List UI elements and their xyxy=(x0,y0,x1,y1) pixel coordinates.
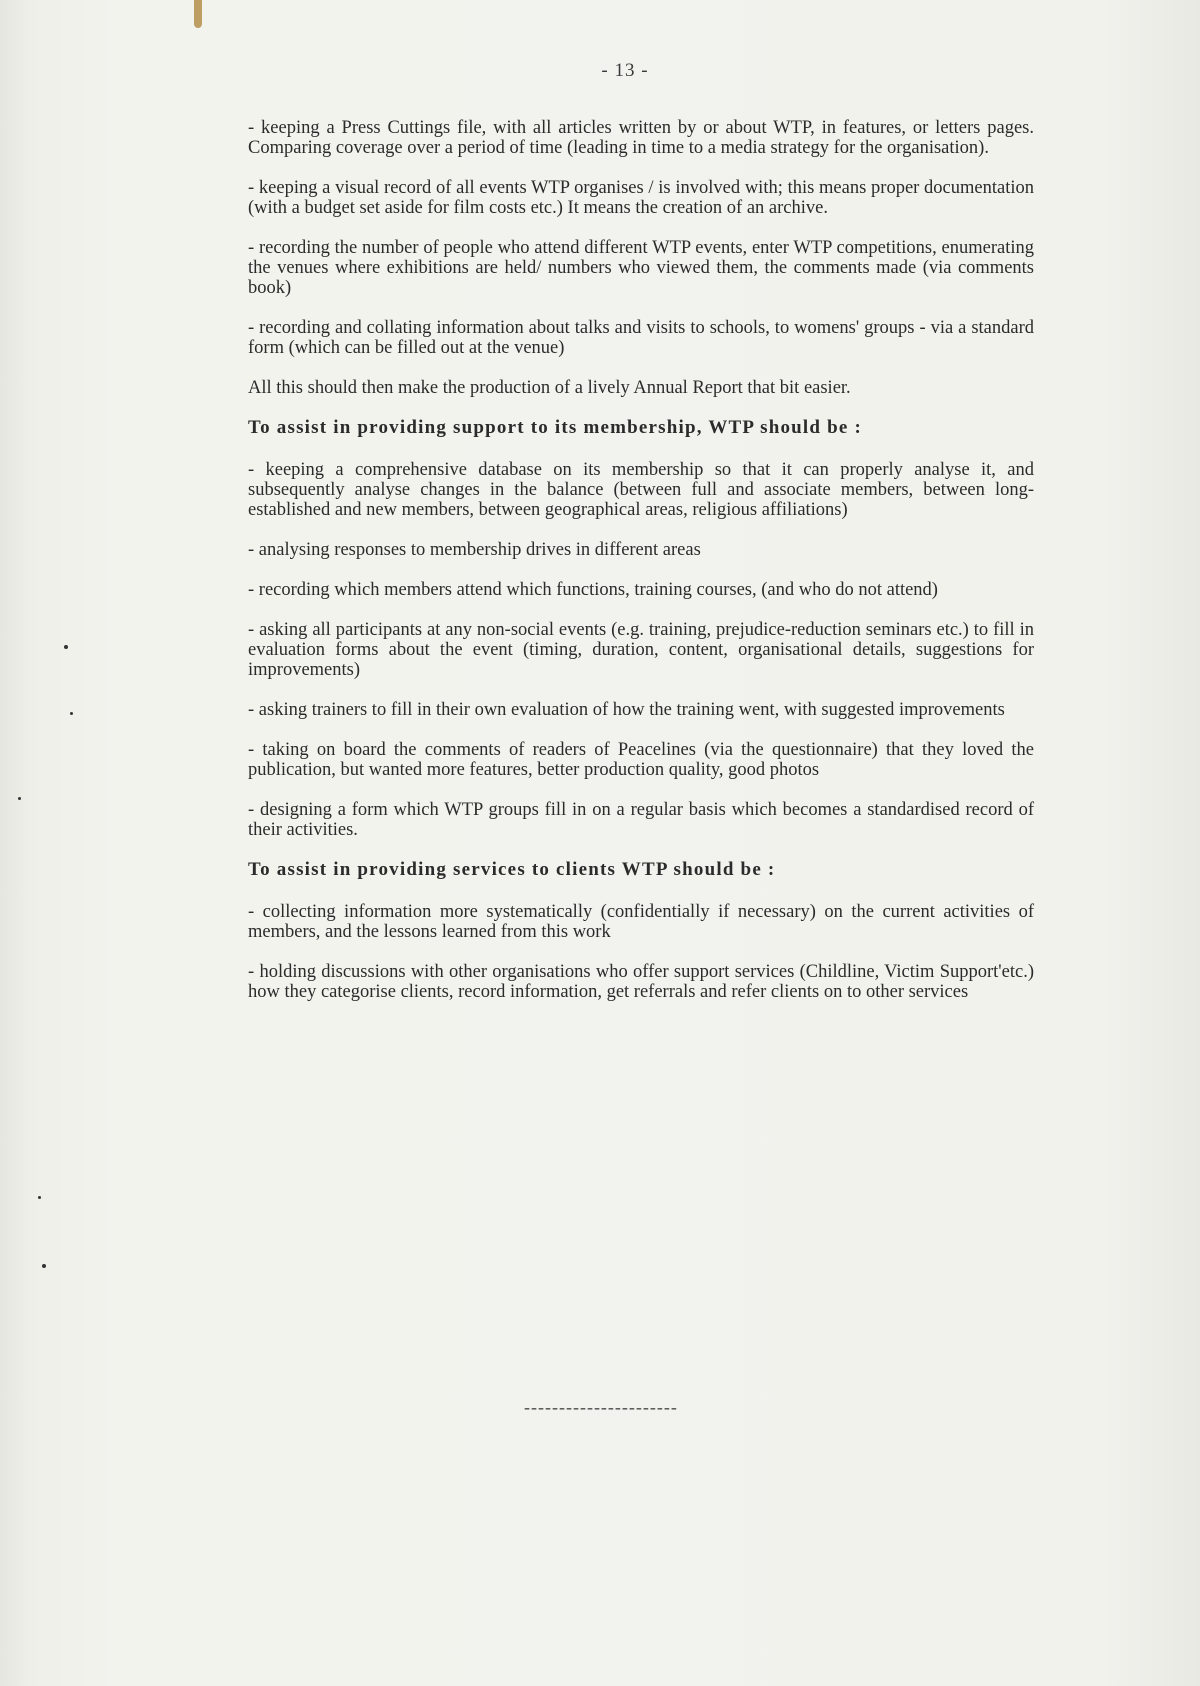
paper-mark xyxy=(194,0,202,28)
document-body xyxy=(248,118,1034,1022)
paragraph-attendance: - recording the number of people who attend different WTP events, enter WTP competitions, enumerating the venues where exhibitions are held/ numbers who viewed them, the comments made (via comments book) xyxy=(248,238,1034,298)
heading-client-services: To assist in providing services to clients WTP should be : xyxy=(248,859,776,880)
heading-membership-support: To assist in providing support to its membership, WTP should be : xyxy=(248,417,863,438)
paragraph-visual-record: - keeping a visual record of all events WTP organises / is involved with; this means proper documentation (with a budget set aside for film costs etc.) It means the creation of an archive. xyxy=(248,178,1034,218)
paper-speck xyxy=(38,1196,41,1199)
paragraph-member-attendance: - recording which members attend which functions, training courses, (and who do not attend) xyxy=(248,580,938,600)
paper-speck xyxy=(64,645,68,649)
paragraph-membership-database: - keeping a comprehensive database on its membership so that it can properly analyse it, and subsequently analyse changes in the balance (between full and associate members, between long-established and new members, between geographical areas, religious affiliations) xyxy=(248,460,1034,520)
paragraph-trainer-evaluation: - asking trainers to fill in their own evaluation of how the training went, with suggested improvements xyxy=(248,700,1005,720)
paragraph-collecting-information: - collecting information more systematically (confidentially if necessary) on the current activities of members, and the lessons learned from this work xyxy=(248,902,1034,942)
page-number: - 13 - xyxy=(601,60,649,81)
paragraph-group-form: - designing a form which WTP groups fill in on a regular basis which becomes a standardised record of their activities. xyxy=(248,800,1034,840)
paper-speck xyxy=(70,712,73,715)
paragraph-annual-report: All this should then make the production of a lively Annual Report that bit easier. xyxy=(248,378,851,398)
paragraph-discussions: - holding discussions with other organisations who offer support services (Childline, Victim Support'etc.) how they categorise clients, record information, get referrals and refer clients on to other services xyxy=(248,962,1034,1002)
paragraph-peacelines-comments: - taking on board the comments of readers of Peacelines (via the questionnaire) that they loved the publication, but wanted more features, better production quality, good photos xyxy=(248,740,1034,780)
separator-line: ---------------------- xyxy=(524,1397,678,1417)
paragraph-membership-drives: - analysing responses to membership drives in different areas xyxy=(248,540,701,560)
paragraph-press-cuttings: - keeping a Press Cuttings file, with all articles written by or about WTP, in features, or letters pages. Comparing coverage over a period of time (leading in time to a media strategy for the organisation). xyxy=(248,118,1034,158)
paragraph-evaluation-forms: - asking all participants at any non-social events (e.g. training, prejudice-reduction seminars etc.) to fill in evaluation forms about the event (timing, duration, content, organisational details, suggestions for improvements) xyxy=(248,620,1034,680)
paper-speck xyxy=(42,1264,46,1268)
paragraph-talks-visits: - recording and collating information about talks and visits to schools, to womens' groups - via a standard form (which can be filled out at the venue) xyxy=(248,318,1034,358)
paper-speck xyxy=(18,797,21,800)
